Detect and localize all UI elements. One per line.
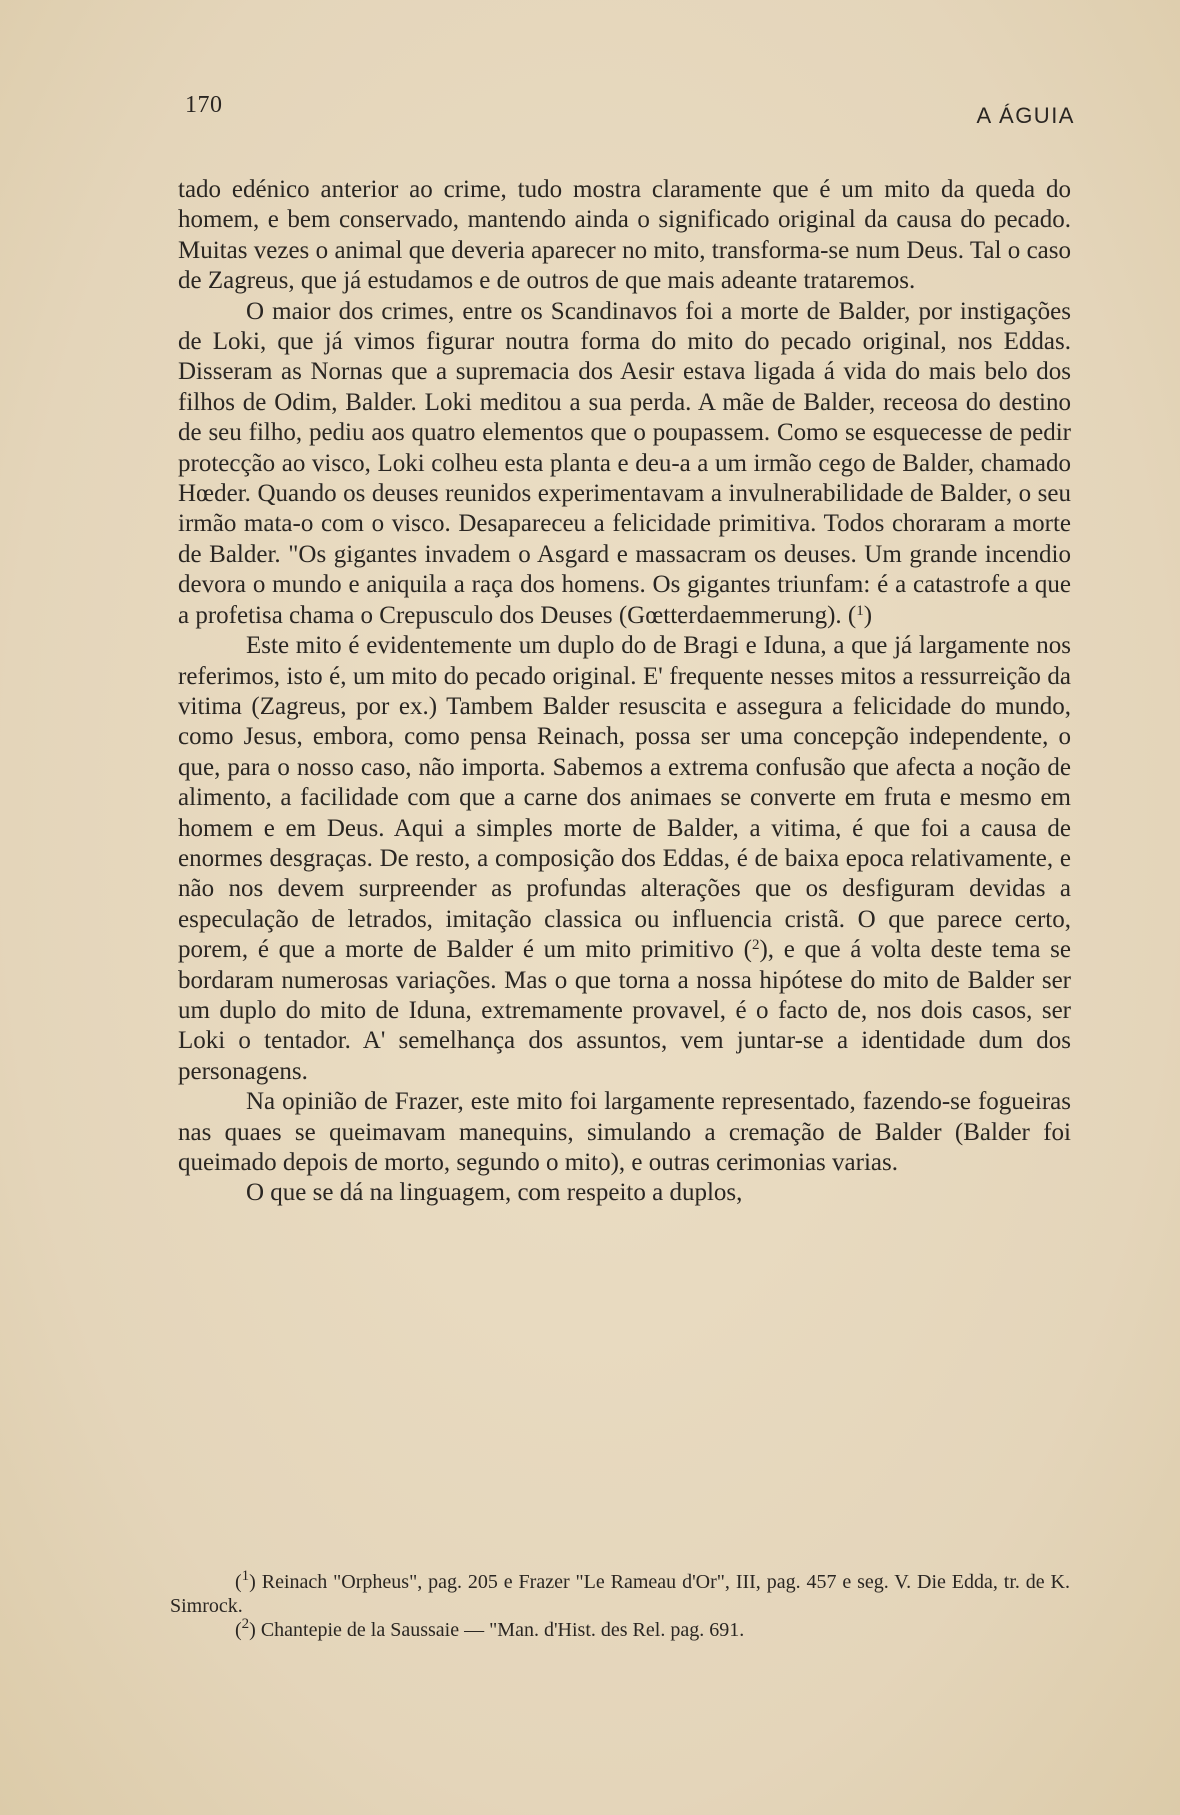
paragraph-2-end: ) [863, 601, 873, 629]
footnote-2-close: ) [249, 1619, 256, 1641]
footnotes [170, 1570, 1070, 1642]
footnote-ref-1: 1 [856, 602, 864, 619]
footnote-ref-2: 2 [751, 937, 760, 954]
paragraph-2: O maior dos crimes, entre os Scandinavos foi a morte de Balder, por instigações de Loki, que já vimos figurar noutra forma do mito do pecado original, nos Eddas. Disseram as Nornas que a supremacia dos Aesir estava ligada á vida do mais belo dos filhos de Odim, Balder. Loki meditou a sua perda. A mãe de Balder, receosa do destino de seu filho, pediu aos quatro elementos que o poupassem. Como se esquecesse de pedir protecção ao visco, Loki colheu esta planta e deu-a a um irmão cego de Balder, chamado Hœder. Quando os deuses reunidos experimentavam a invulnerabilidade de Balder, o seu irmão mata-o com o visco. Desapareceu a felicidade primitiva. Todos choraram a morte de Balder. "Os gigantes invadem o Asgard e massacram os deuses. Um grande incendio devora o mundo e aniquila a raça dos homens. Os gigantes triunfam: é a catastrofe a que a profetisa chama o Crepusculo dos Deuses (Gœtterdaemmerung). ($^1$) [178, 297, 1071, 629]
main-text [178, 175, 1071, 1209]
footnote-1-open: ( [235, 1571, 242, 1593]
footnote-1-close: ) [249, 1571, 256, 1593]
paragraph-3-text-b: ), e que á volta deste tema se bordaram numerosas variações. Mas o que torna a nossa hipótese do mito de Balder ser um duplo do mito de Iduna, extremamente provavel, é o facto de, nos dois casos, ser Loki o tentador. A' semelhança dos assuntos, vem juntar-se a identidade dum dos personagens. [178, 936, 1071, 1085]
running-head: A ÁGUIA [976, 103, 1075, 128]
paragraph-3-text-a: Este mito é evidentemente um duplo do de Bragi e Iduna, a que já largamente nos referimos, isto é, um mito do pecado original. E' frequente nesses mitos a ressurreição da vitima (Zagreus, por ex.) Tambem Balder resuscita e assegura a felicidade do mundo, como Jesus, embora, como pensa Reinach, possa ser uma concepção independente, o que, para o nosso caso, não importa. Sabemos a extrema confusão que afecta a noção de alimento, a facilidade com que a carne dos animaes se converte em fruta e mesmo em homem e em Deus. Aqui a simples morte de Balder, a vitima, é que foi a causa de enormes desgraças. De resto, a composição dos Eddas, é de baixa epoca relativamente, e não nos devem surpreender as profundas alterações que os desfiguram devidas a especulação de letrados, imitação classica ou influencia cristã. O que parece certo, porem, é que a morte de Balder é um mito primitivo ( [178, 632, 1071, 964]
footnote-1 [170, 1570, 1070, 1618]
paragraph-1: tado edénico anterior ao crime, tudo mostra claramente que é um mito da queda do homem, e bem conservado, mantendo ainda o significado original da causa do pecado. Muitas vezes o animal que deveria aparecer no mito, transforma-se num Deus. Tal o caso de Zagreus, que já estudamos e de outros de que mais adeante trataremos. [178, 176, 1071, 295]
footnote-2-open: ( [235, 1619, 242, 1641]
footnote-2 [170, 1618, 1070, 1642]
paragraph-2-text: O maior dos crimes, entre os Scandinavos foi a morte de Balder, por instigações de Loki, que já vimos figurar noutra forma do mito do pecado original, nos Eddas. Disseram as Nornas que a supremacia dos Aesir estava ligada á vida do mais belo dos filhos de Odim, Balder. Loki meditou a sua perda. A mãe de Balder, receosa do destino de seu filho, pediu aos quatro elementos que o poupassem. Como se esquecesse de pedir protecção ao visco, Loki colheu esta planta e deu-a a um irmão cego de Balder, chamado Hœder. Quando os deuses reunidos experimentavam a invulnerabilidade de Balder, o seu irmão mata-o com o visco. Desapareceu a felicidade primitiva. Todos choraram a morte de Balder. "Os gigantes invadem o Asgard e massacram os deuses. Um grande incendio devora o mundo e aniquila a raça dos homens. Os gigantes triunfam: é a catastrofe a que a profetisa chama o Crepusculo dos Deuses (Gœtterdaemmerung). [178, 297, 1071, 629]
paragraph-4: Na opinião de Frazer, este mito foi largamente representado, fazendo-se fogueiras nas quaes se queimavam manequins, simulando a cremação de Balder (Balder foi queimado depois de morto, segundo o mito), e outras cerimonias varias. [178, 1088, 1071, 1176]
footnote-2-mark: 2 [241, 1616, 250, 1632]
paragraph-3 [178, 631, 1071, 1087]
paragraph-5: O que se dá na linguagem, com respeito a duplos, [246, 1179, 743, 1207]
footnote-1-mark: 1 [241, 1568, 250, 1584]
footnote-2-text: Chantepie de la Saussaie — "Man. d'Hist. des Rel. pag. 691. [255, 1619, 745, 1641]
footnote-1-text: Reinach "Orpheus", pag. 205 e Frazer "Le Rameau d'Or", III, pag. 457 e seg. V. Die Edda, tr. de K. Simrock. [170, 1571, 1070, 1617]
page-number: 170 [185, 92, 223, 118]
